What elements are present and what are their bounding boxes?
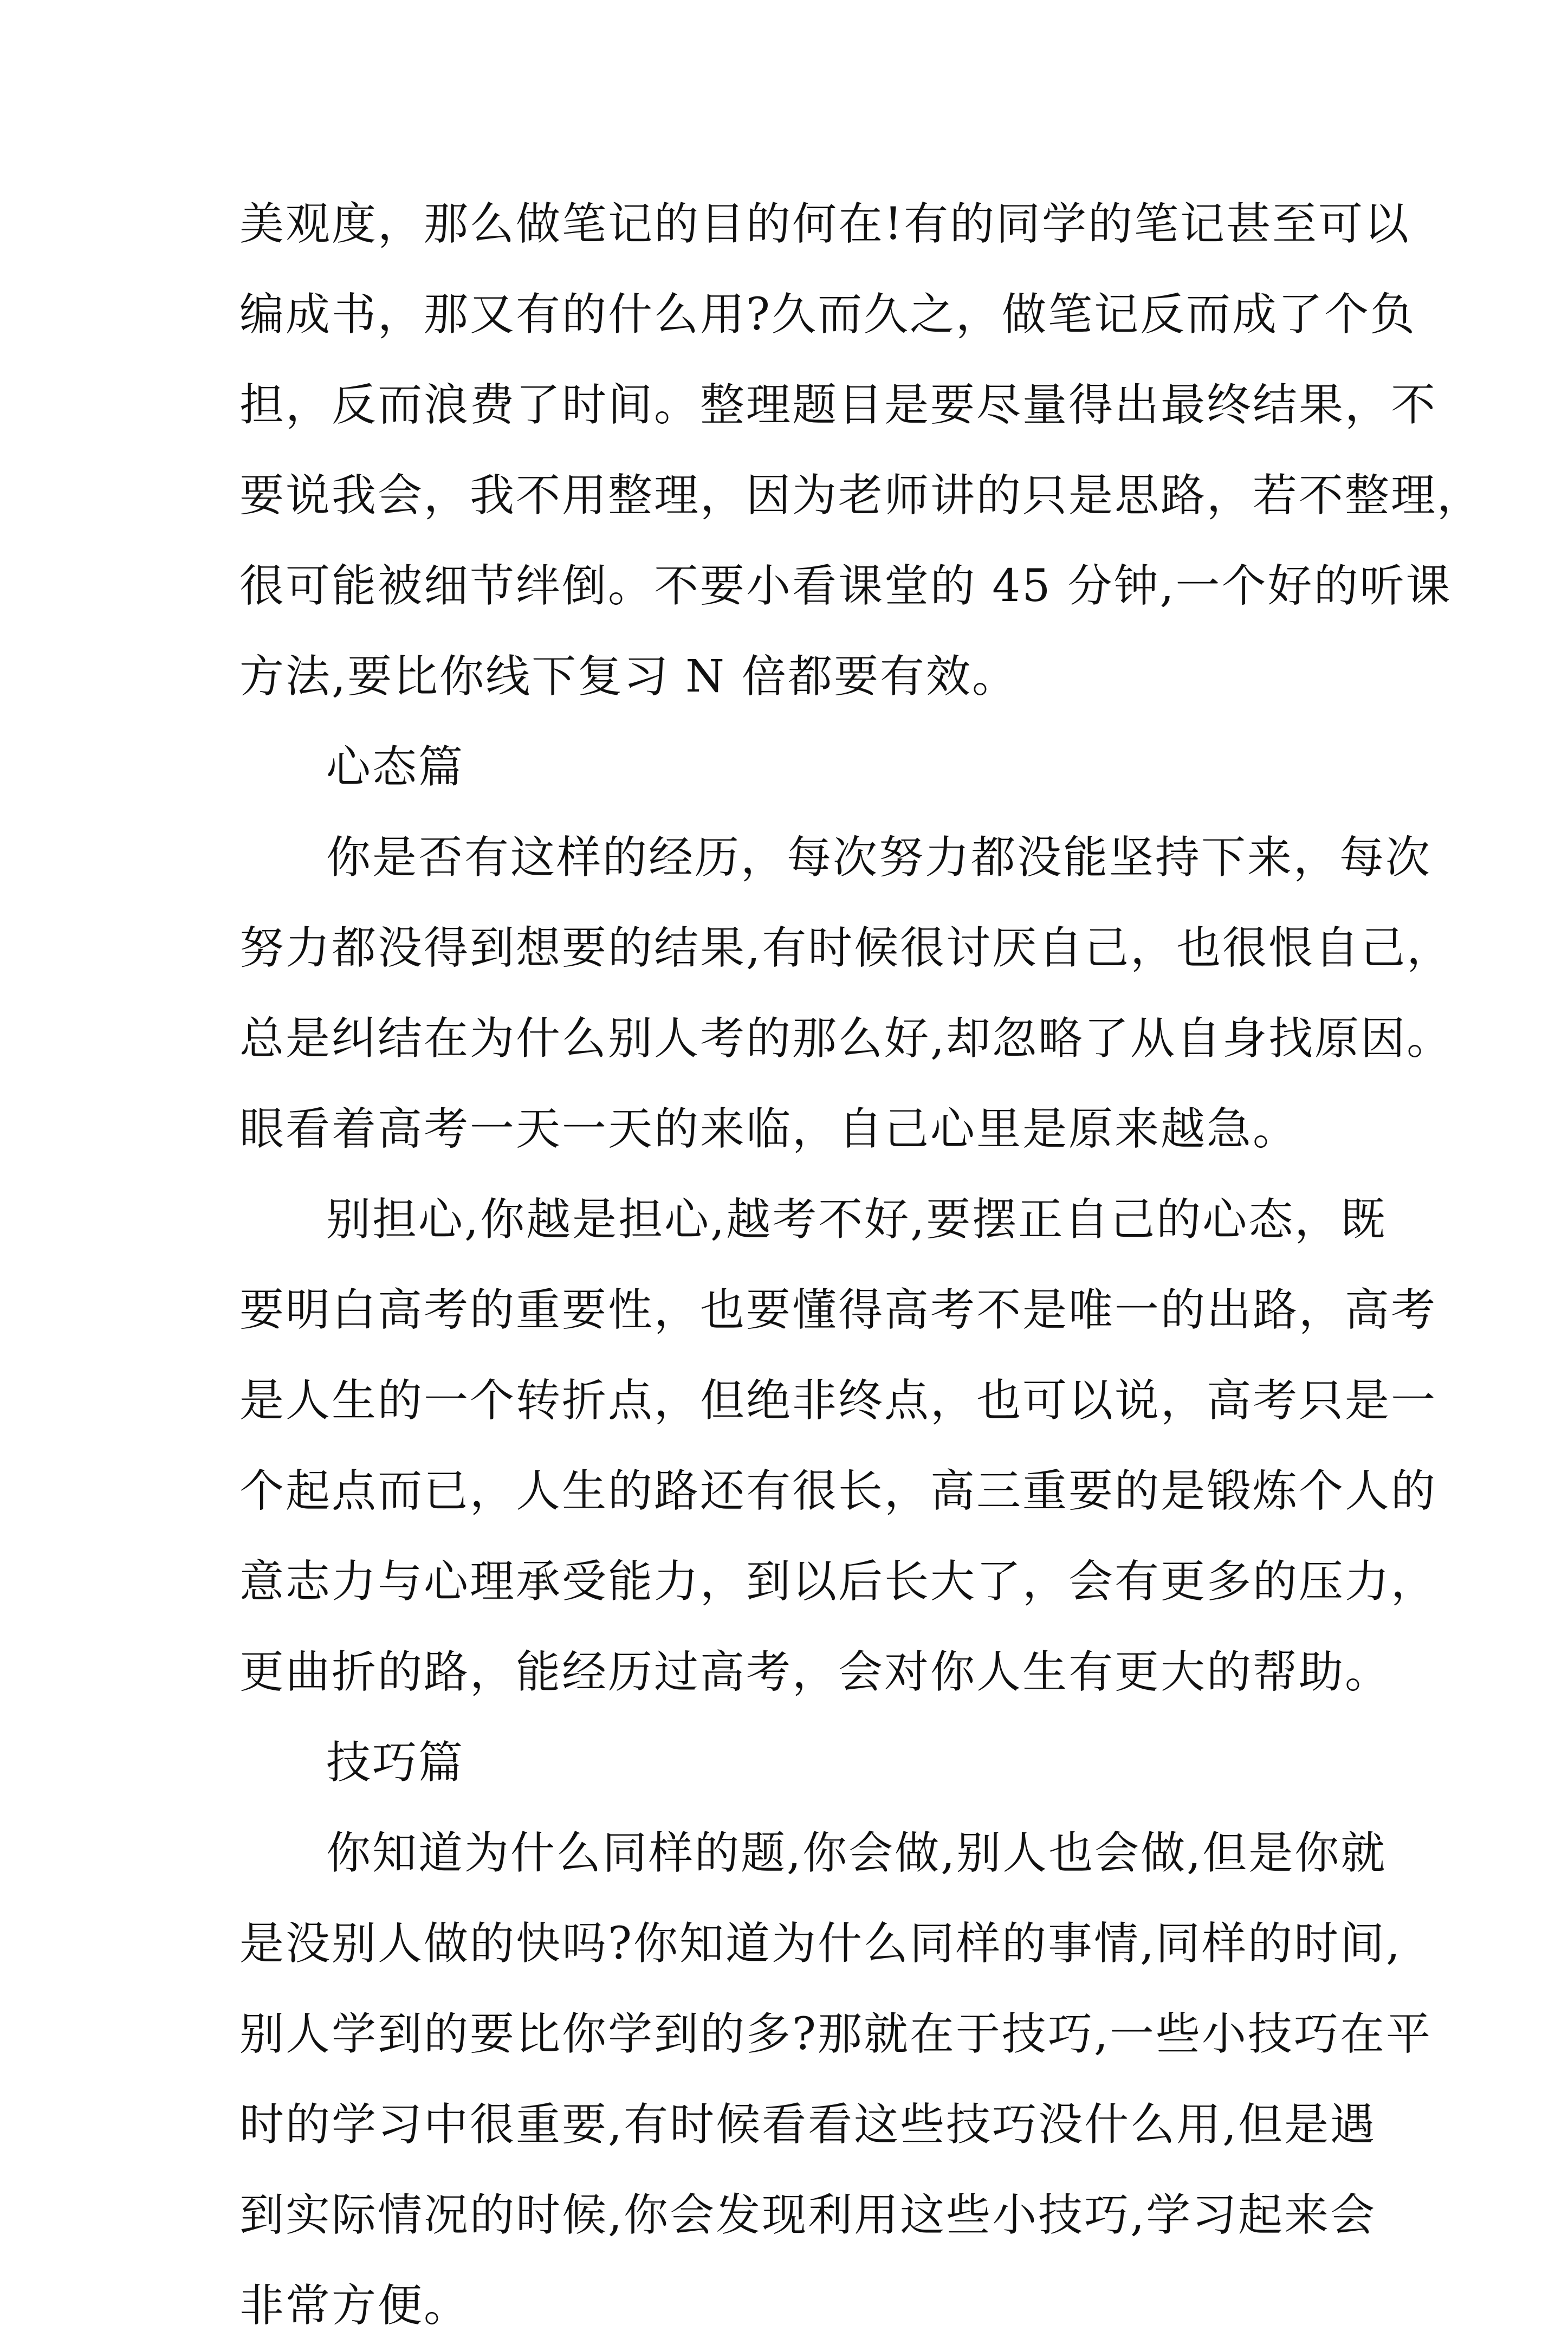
section-heading-skills: 技巧篇 (326, 1737, 465, 1788)
text-line: 时的学习中很重要,有时候看看这些技巧没什么用,但是遇 (239, 2099, 1377, 2150)
text-line: 个起点而已，人生的路还有很长，高三重要的是锻炼个人的 (239, 1465, 1437, 1517)
text-line: 美观度，那么做笔记的目的何在!有的同学的笔记甚至可以 (239, 198, 1410, 250)
text-line: 到实际情况的时候,你会发现利用这些小技巧,学习起来会 (239, 2189, 1377, 2241)
section-heading-mindset: 心态篇 (326, 741, 465, 793)
document-body (239, 179, 1483, 2351)
text-line: 努力都没得到想要的结果,有时候很讨厌自己，也很恨自己， (239, 922, 1453, 974)
text-line: 要说我会，我不用整理，因为老师讲的只是思路，若不整理， (239, 470, 1483, 521)
text-line: 方法,要比你线下复习 N 倍都要有效。 (239, 651, 1018, 702)
text-line: 别担心,你越是担心,越考不好,要摆正自己的心态，既 (326, 1194, 1387, 1245)
text-line: 总是纠结在为什么别人考的那么好,却忽略了从自身找原因。 (239, 1013, 1453, 1064)
text-line: 意志力与心理承受能力，到以后长大了，会有更多的压力， (239, 1556, 1437, 1607)
text-line: 别人学到的要比你学到的多?那就在于技巧,一些小技巧在平 (239, 2008, 1433, 2060)
text-line: 眼看着高考一天一天的来临，自己心里是原来越急。 (239, 1103, 1299, 1155)
text-line: 是人生的一个转折点，但绝非终点，也可以说，高考只是一 (239, 1375, 1437, 1426)
text-line: 你是否有这样的经历，每次努力都没能坚持下来，每次 (326, 832, 1432, 883)
text-line: 要明白高考的重要性，也要懂得高考不是唯一的出路，高考 (239, 1284, 1437, 1336)
text-line: 很可能被细节绊倒。不要小看课堂的 45 分钟,一个好的听课 (239, 560, 1452, 612)
text-line: 你知道为什么同样的题,你会做,别人也会做,但是你就 (326, 1827, 1387, 1879)
text-line: 更曲折的路，能经历过高考，会对你人生有更大的帮助。 (239, 1646, 1391, 1698)
text-line: 非常方便。 (239, 2280, 470, 2331)
text-line: 担，反而浪费了时间。整理题目是要尽量得出最终结果，不 (239, 379, 1437, 431)
text-line: 是没别人做的快吗?你知道为什么同样的事情,同样的时间, (239, 1918, 1402, 1969)
text-line: 编成书，那又有的什么用?久而久之，做笔记反而成了个负 (239, 289, 1416, 340)
